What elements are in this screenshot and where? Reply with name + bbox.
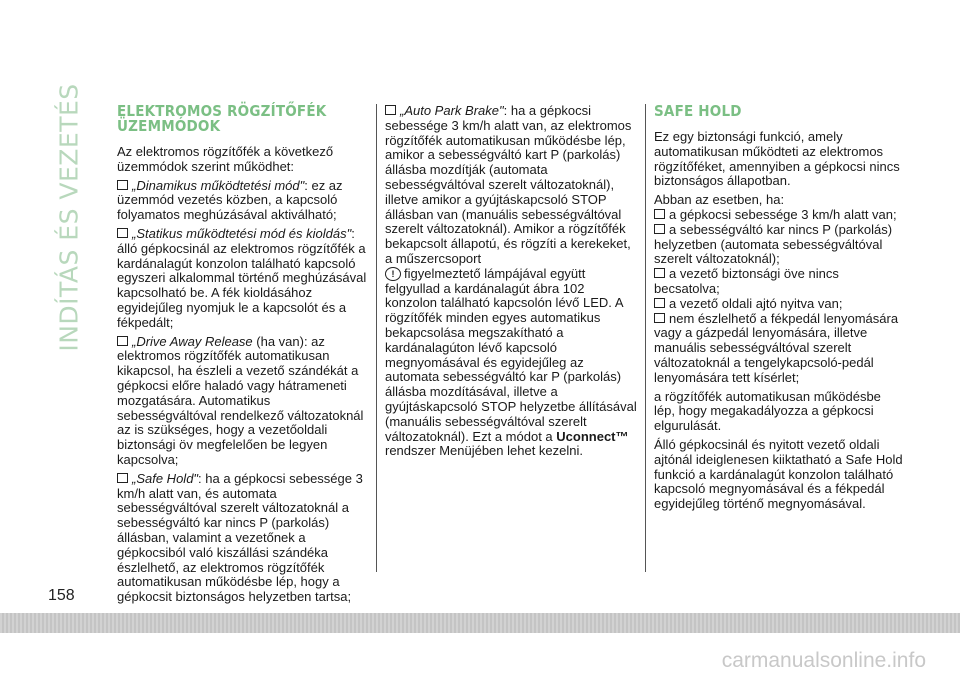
checkbox-bullet-icon xyxy=(117,473,128,483)
paragraph: Ez egy biztonsági funkció, amely automatikusan működteti az elektromos rögzítőféket, amennyiben a gépkocsi nincs biztonságos állapotban. xyxy=(654,129,900,189)
list-item xyxy=(117,472,369,605)
list-item: nem észlelhető a fékpedál lenyomására vagy a gázpedál lenyomására, illetve manuális sebességváltóval szerelt változatoknál a tengelykapcsoló-pedál lenyomására tett kísérlet; xyxy=(654,310,899,385)
footer-band xyxy=(0,613,960,633)
page-number: 158 xyxy=(48,587,75,604)
checkbox-bullet-icon xyxy=(654,209,665,219)
paragraph: a rögzítőfék automatikusan működésbe lép, hogy megakadályozza a gépkocsi elgurulását. xyxy=(654,388,881,434)
brake-warning-icon: ! xyxy=(385,267,401,281)
mode-description: : álló gépkocsinál az elektromos rögzítőfék a kardánalagút konzolon található kapcsoló egyszeri alkalommal történő meghúzásával kapcsolható be. A fék kioldásához egyidejűleg nyomjuk le a kapcsolót és a fékpedált; xyxy=(117,225,367,330)
mode-description: : ha a gépkocsi sebessége 3 km/h alatt van, az elektromos rögzítőfék automatikusan működésbe lép, amikor a sebességváltó kart P (parkolás) állásba mozdítják (automata sebességváltóval szerelt változatoknál), illetve amikor a gyújtáskapcsoló STOP állásban van (manuális sebességváltóval szerelt változatoknál). Amikor a rögzítőfék bekapcsolt állapotú, és rögzíti a kerekeket, a műszercsoport xyxy=(385,103,632,266)
list-item xyxy=(117,179,369,223)
heading-safe-hold: SAFE HOLD xyxy=(654,102,742,120)
checkbox-bullet-icon xyxy=(117,180,128,190)
checkbox-bullet-icon xyxy=(117,228,128,238)
section-side-title-text: INDÍTÁS ÉS VEZETÉS xyxy=(54,83,84,352)
list-item xyxy=(385,104,637,459)
column-1 xyxy=(117,104,369,609)
list-item: a gépkocsi sebessége 3 km/h alatt van; xyxy=(654,208,904,223)
mode-name: „Auto Park Brake" xyxy=(400,103,504,118)
checkbox-bullet-icon xyxy=(385,105,396,115)
list-item: a vezető biztonsági öve nincs becsatolva; xyxy=(654,266,839,296)
checkbox-bullet-icon xyxy=(117,336,128,346)
checkbox-bullet-icon xyxy=(654,268,665,278)
column-3 xyxy=(654,104,904,516)
column-divider-1 xyxy=(376,104,377,572)
column-divider-2 xyxy=(645,104,646,572)
mode-name: „Safe Hold" xyxy=(132,470,199,486)
checkbox-bullet-icon xyxy=(654,224,665,234)
mode-description: (ha van): az elektromos rögzítőfék automatikusan kikapcsol, ha észleli a vezető szándékát a gépkocsi előre haladó vagy hátrameneti mozgatására. Automatikus sebességváltóval rendelkező változatoknál az is szükséges, hogy a vezetőoldali biztonsági öv megfelelően be legyen kapcsolva; xyxy=(117,333,364,467)
paragraph: Álló gépkocsinál és nyitott vezető oldali ajtónál ideiglenesen kiiktatható a Safe Hold funkció a kardánalagút konzolon található kapcsoló megnyomásával és a fékpedál egyidejűleg történő megnyomásával. xyxy=(654,436,903,512)
paragraph: Abban az esetben, ha: xyxy=(654,192,785,208)
list-item: a vezető oldali ajtó nyitva van; xyxy=(654,297,904,312)
column-2 xyxy=(385,104,637,463)
section-side-title xyxy=(50,83,88,352)
mode-description: : ez az üzemmód vezetés közben, a kapcsoló folyamatos meghúzásával aktiválható; xyxy=(117,177,343,223)
mode-description-end: rendszer Menüjében lehet kezelni. xyxy=(385,443,584,459)
checkbox-bullet-icon xyxy=(654,313,665,323)
uconnect-brand: Uconnect™ xyxy=(556,428,629,444)
mode-name: „Dinamikus működtetési mód" xyxy=(132,177,305,193)
heading-electric-brake-modes: ELEKTROMOS RÖGZÍTŐFÉK ÜZEMMÓDOK xyxy=(117,102,327,135)
mode-name: „Statikus működtetési mód és kioldás" xyxy=(132,225,352,241)
intro-paragraph: Az elektromos rögzítőfék a következő üzemmódok szerint működhet: xyxy=(117,144,334,174)
checkbox-bullet-icon xyxy=(654,298,665,308)
list-item xyxy=(117,227,369,331)
list-item xyxy=(117,335,369,468)
mode-name: „Drive Away Release xyxy=(132,333,253,349)
mode-description-continued: figyelmeztető lámpájával együtt felgyullad a kardánalagút ábra 102 konzolon található kapcsolón lévő LED. A rögzítőfék minden egyes automatikus bekapcsolása megszakítható a kardánalagúton lévő kapcsoló megnyomásával és egyidejűleg az automata sebességváltó kar P (parkolás) állásba mozdításával, illetve a gyújtáskapcsoló STOP helyzetbe állításával (manuális sebességváltóval szerelt változatoknál). Ezt a módot a xyxy=(385,265,637,444)
mode-description: : ha a gépkocsi sebessége 3 km/h alatt van, és automata sebességváltóval szerelt változatoknál a sebességváltó kar nincs P (parkolás) állásban, valamint a vezetőnek a gépkocsiból való kiszállási szándéka észlelhető, az elektromos rögzítőfék automatikusan működésbe lép, hogy a gépkocsit biztonságos helyzetben tartsa; xyxy=(117,470,363,605)
list-item: a sebességváltó kar nincs P (parkolás) helyzetben (automata sebességváltóval szerelt változatoknál); xyxy=(654,221,893,267)
watermark: carmanualsonline.info xyxy=(721,649,926,672)
